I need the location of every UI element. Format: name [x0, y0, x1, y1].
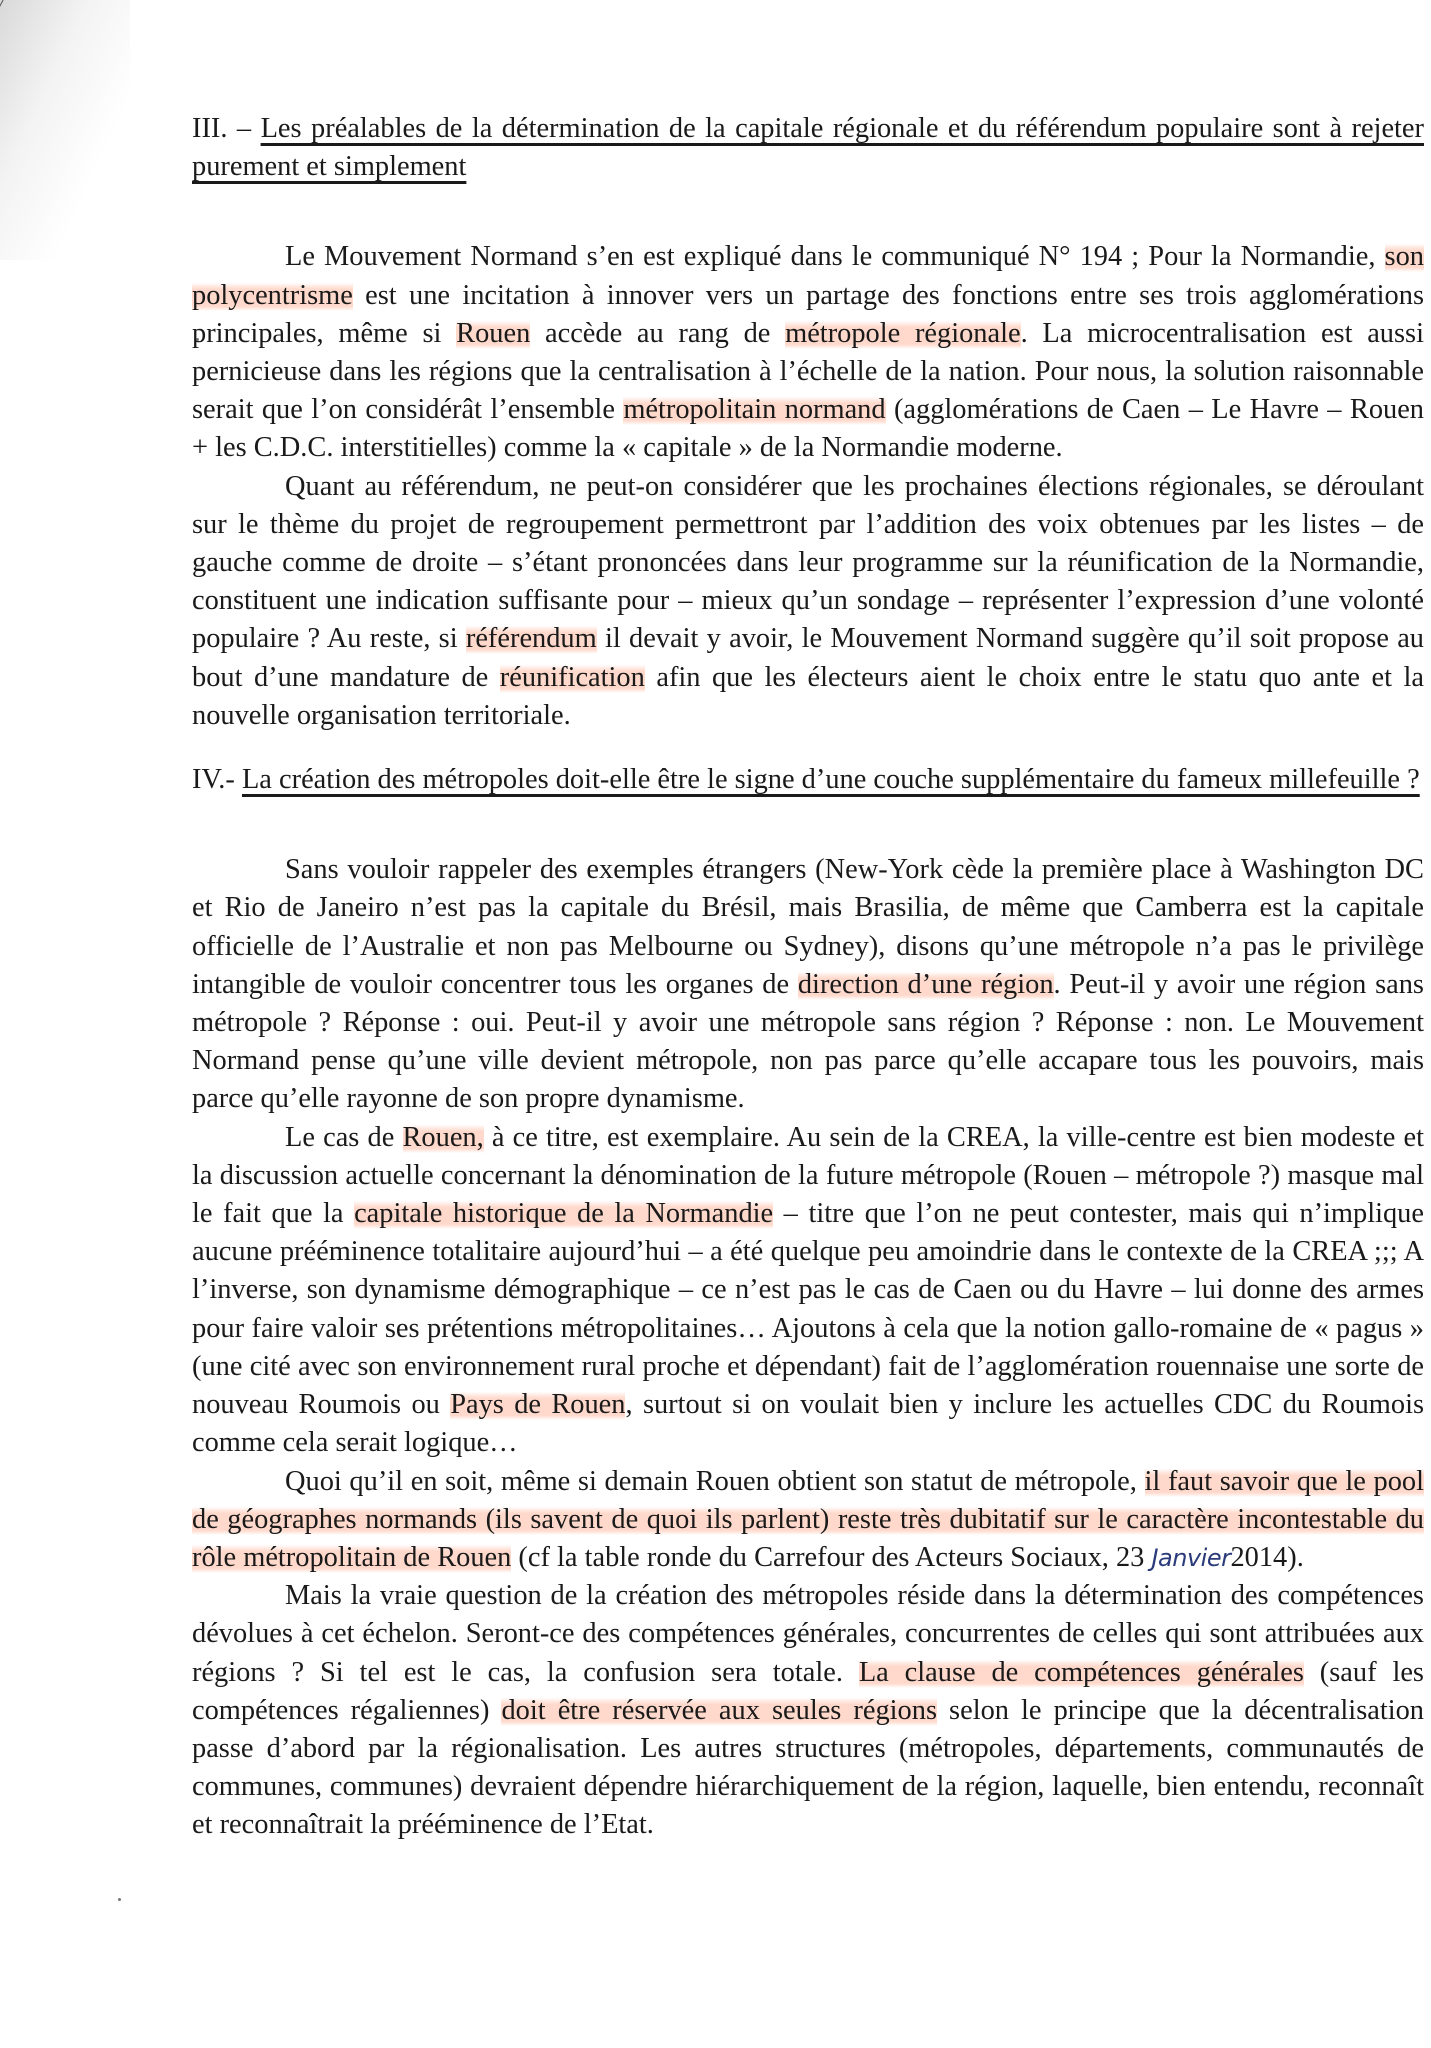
- text-run: Le Mouvement Normand s’en est expliqué dans le communiqué N° 194 ; Pour la Normandie,: [285, 241, 1385, 273]
- highlighted-text: Rouen,: [402, 1121, 484, 1153]
- scan-corner-shadow: [0, 0, 130, 260]
- highlighted-text: La clause de compétences générales: [858, 1656, 1304, 1688]
- scan-speck: [118, 1898, 121, 1901]
- highlighted-text: métropolitain normand: [623, 394, 886, 426]
- text-run: à ce titre, est exemplaire. Au sein de la CREA, la ville-centre est bien modeste et la discussion actuelle concernant la dénomination de la future métropole (Rouen – métropole ?) masque mal le fait que la: [192, 1121, 1424, 1230]
- text-run: , surtout si on voulait bien y inclure les actuelles CDC du Roumois comme cela serait logique…: [192, 1389, 1425, 1459]
- section-4-paragraph-2: [192, 1119, 1424, 1463]
- text-run: Quoi qu’il en soit, même si demain Rouen obtient son statut de métropole,: [285, 1465, 1145, 1497]
- highlighted-text: son polycentrisme: [192, 241, 1424, 311]
- text-run: Le cas de: [285, 1121, 403, 1153]
- section-4-heading: [192, 761, 1424, 799]
- section-3-paragraph-1: [192, 238, 1424, 467]
- highlighted-text: réunification: [499, 661, 645, 693]
- text-run: (agglomérations de Caen – Le Havre – Rouen + les C.D.C. interstitielles) comme la « capitale » de la Normandie moderne.: [192, 394, 1424, 464]
- section-4-paragraph-3: [192, 1463, 1424, 1578]
- text-run: – titre que l’on ne peut contester, mais qui n’implique aucune prééminence totalitaire aujourd’hui – a été quelque peu amoindrie dans le contexte de la CREA ;;; A l’inverse, son dynamisme démographique – ce n’est pas le cas de Caen ou du Havre – lui donne des armes pour faire valoir ses prétentions métropolitaines… Ajoutons à cela que la notion gallo-romaine de « pagus » (une cité avec son environnement rural proche et dépendant) fait de l’agglomération rouennaise une sorte de nouveau Roumois ou: [192, 1198, 1424, 1421]
- highlighted-text: il faut savoir que le pool de géographes normands (ils savent de quoi ils parlent) reste très dubitatif sur le caractère incontestable du rôle métropolitain de Rouen: [192, 1465, 1424, 1573]
- section-3-paragraph-2: [192, 468, 1424, 735]
- section-4-paragraph-4: [192, 1577, 1424, 1844]
- section-4-paragraph-1: [192, 851, 1424, 1118]
- text-run: selon le principe que la décentralisation passe d’abord par la régionalisation. Les autres structures (métropoles, départements, communautés de communes, communes) devraient dépendre hiérarchiquement de la région, laquelle, bien entendu, reconnaît et reconnaîtrait la prééminence de l’Etat.: [192, 1694, 1425, 1841]
- section-3-number: III. –: [192, 113, 252, 144]
- text-run: Quant au référendum, ne peut-on considérer que les prochaines élections régionales, se déroulant sur le thème du projet de regroupement permettront par l’addition des voix obtenues par les listes – de gauche comme de droite – s’étant prononcées dans leur programme sur la réunification de la Normandie, constituent une indication suffisante pour – mieux qu’un sondage – représenter l’expression d’une volonté populaire ? Au reste, si: [192, 470, 1424, 655]
- text-run: . Peut-il y avoir une région sans métropole ? Réponse : oui. Peut-il y avoir une métropole sans région ? Réponse : non. Le Mouvement Normand pense qu’une ville devient métropole, non pas parce qu’elle accapare tous les pouvoirs, mais parce qu’elle rayonne de son propre dynamisme.: [192, 968, 1424, 1115]
- highlighted-text: doit être réservée aux seules régions: [501, 1694, 937, 1726]
- highlighted-text: Rouen: [456, 317, 531, 349]
- section-3-title: Les préalables de la détermination de la capitale régionale et du référendum populaire sont à rejeter purement et simplement: [192, 113, 1424, 183]
- text-run: 2014).: [1230, 1541, 1304, 1573]
- text-run: Mais la vraie question de la création des métropoles réside dans la détermination des compétences dévolues à cet échelon. Seront-ce des compétences générales, concurrentes de celles qui sont attribuées aux régions ? Si tel est le cas, la confusion sera totale.: [192, 1580, 1424, 1688]
- highlighted-text: direction d’une région: [797, 968, 1054, 1000]
- highlighted-text: référendum: [465, 623, 597, 655]
- highlighted-text: capitale historique de la Normandie: [354, 1198, 774, 1230]
- text-run: (sauf les compétences régaliennes): [192, 1656, 1424, 1726]
- text-run: afin que les électeurs aient le choix entre le statu quo ante et la nouvelle organisation territoriale.: [192, 661, 1424, 731]
- text-run: (cf la table ronde du Carrefour des Acteurs Sociaux, 23: [511, 1541, 1152, 1573]
- text-run: il devait y avoir, le Mouvement Normand suggère qu’il soit propose au bout d’une mandature de: [192, 623, 1424, 693]
- text-run: . La microcentralisation est aussi pernicieuse dans les régions que la centralisation à l’échelle de la nation. Pour nous, la solution raisonnable serait que l’on considérât l’ensemble: [192, 317, 1424, 426]
- handwritten-annotation: Janvier: [1151, 1543, 1231, 1572]
- text-run: accède au rang de: [530, 317, 786, 349]
- section-3-heading: [192, 110, 1424, 186]
- text-run: est une incitation à innover vers un partage des fonctions entre ses trois agglomérations principales, même si: [192, 279, 1424, 349]
- highlighted-text: Pays de Rouen: [450, 1389, 626, 1421]
- document-page: [192, 110, 1424, 1845]
- section-4-number: IV.-: [192, 764, 235, 796]
- section-4-title: La création des métropoles doit-elle être le signe d’une couche supplémentaire du fameux millefeuille ?: [241, 764, 1420, 796]
- text-run: Sans vouloir rappeler des exemples étrangers (New-York cède la première place à Washington DC et Rio de Janeiro n’est pas la capitale du Brésil, mais Brasilia, de même que Camberra est la capitale officielle de l’Australie et non pas Melbourne ou Sydney), disons qu’une métropole n’a pas le privilège intangible de vouloir concentrer tous les organes de: [192, 854, 1424, 1000]
- highlighted-text: métropole régionale: [785, 317, 1021, 349]
